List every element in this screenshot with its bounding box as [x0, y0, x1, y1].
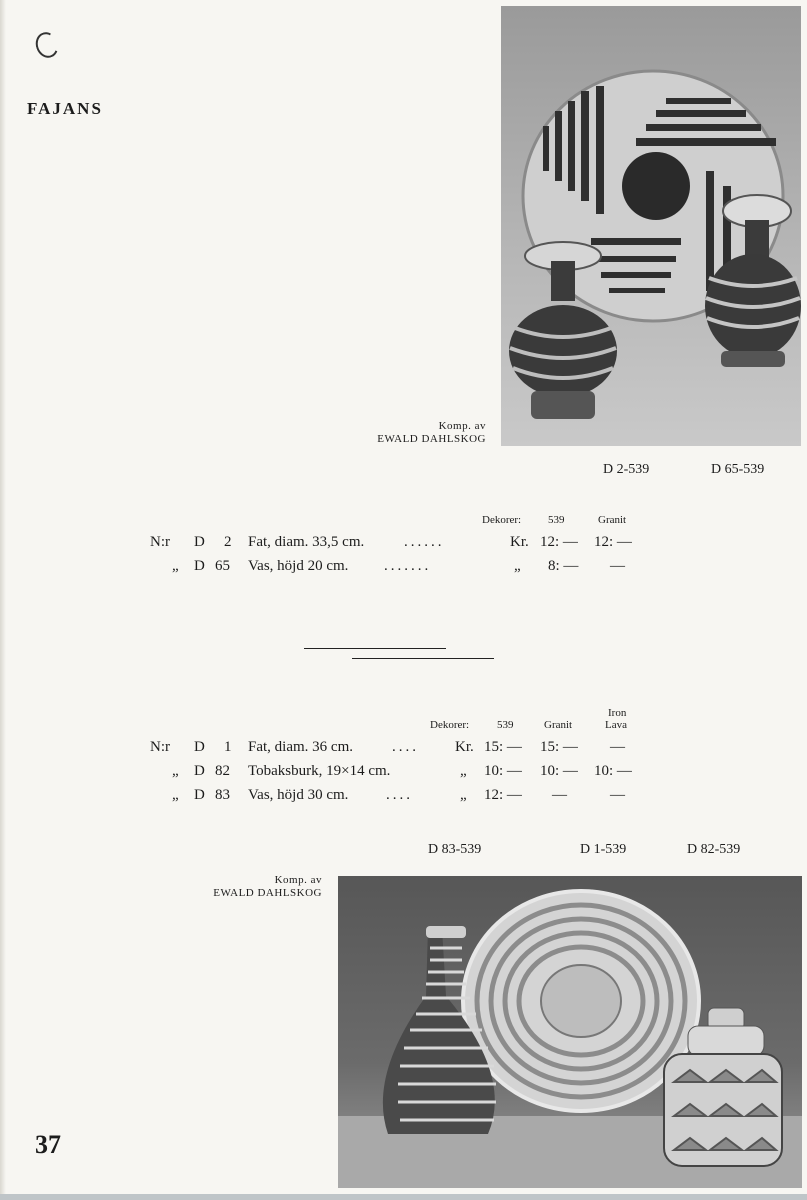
row-leader-dots: ....: [392, 739, 419, 755]
photo-caption: D 2-539: [603, 462, 650, 477]
row-prefix: N:r: [150, 739, 170, 755]
row-price-iron-lava: 10: —: [594, 763, 632, 779]
row-code-letter: D: [194, 763, 205, 779]
row-code-number: 1: [224, 739, 232, 755]
row-description: Tobaksburk, 19×14 cm.: [248, 763, 391, 779]
photo-caption: D 65-539: [711, 462, 765, 477]
row-price-iron-lava: —: [610, 787, 625, 803]
row-code-letter: D: [194, 534, 205, 550]
row-price-granit: 12: —: [594, 534, 632, 550]
row-code-number: 82: [215, 763, 230, 779]
row-description: Fat, diam. 33,5 cm.: [248, 534, 365, 550]
row-code-number: 2: [224, 534, 232, 550]
composer-credit-bottom: [150, 874, 322, 900]
table2-header-label: Dekorer:: [430, 719, 470, 731]
page-bottom-edge: [0, 1194, 807, 1200]
punch-hole: [32, 29, 62, 61]
table1-header-label: Dekorer:: [482, 514, 522, 526]
section-title: FAJANS: [27, 99, 103, 118]
row-currency: Kr.: [455, 739, 474, 755]
row-price-539: 15: —: [484, 739, 522, 755]
row-price-granit: 10: —: [540, 763, 578, 779]
photo-caption: D 83-539: [428, 842, 482, 857]
page-edge: [0, 0, 6, 1200]
row-description: Fat, diam. 36 cm.: [248, 739, 353, 755]
row-currency: „: [460, 787, 467, 803]
row-leader-dots: ......: [404, 534, 445, 550]
row-price-granit: —: [610, 558, 625, 574]
row-prefix: N:r: [150, 534, 170, 550]
row-currency: „: [460, 763, 467, 779]
table2-col-lava: Lava: [605, 719, 627, 731]
row-price-539: 8: —: [548, 558, 579, 574]
credit-designer-name: EWALD DAHLSKOG: [213, 887, 322, 899]
table1-col-539: 539: [548, 514, 565, 526]
row-code-letter: D: [194, 739, 205, 755]
row-description: Vas, höjd 20 cm.: [248, 558, 349, 574]
photo-caption: D 82-539: [687, 842, 741, 857]
divider-line: [352, 658, 494, 659]
row-prefix: „: [172, 558, 179, 574]
row-leader-dots: ....: [386, 787, 413, 803]
table2-col-539: 539: [497, 719, 514, 731]
row-leader-dots: .......: [384, 558, 432, 574]
row-price-granit: 15: —: [540, 739, 578, 755]
credit-komp-label: Komp. av: [274, 874, 322, 886]
row-currency: „: [514, 558, 521, 574]
table2-col-granit: Granit: [544, 719, 573, 731]
table1-col-granit: Granit: [598, 514, 627, 526]
divider-line: [304, 648, 446, 649]
row-code-number: 83: [215, 787, 230, 803]
table2-col-iron: Iron: [608, 707, 627, 719]
row-currency: Kr.: [510, 534, 529, 550]
row-code-letter: D: [194, 787, 205, 803]
row-price-granit: —: [552, 787, 567, 803]
row-code-letter: D: [194, 558, 205, 574]
row-code-number: 65: [215, 558, 230, 574]
composer-credit-top: [300, 420, 486, 446]
row-description: Vas, höjd 30 cm.: [248, 787, 349, 803]
credit-komp-label: Komp. av: [438, 420, 486, 432]
photo-vase-plate-jar: [338, 876, 802, 1188]
row-price-iron-lava: —: [610, 739, 625, 755]
photo-plate-and-vases: [501, 6, 801, 446]
row-prefix: „: [172, 763, 179, 779]
row-prefix: „: [172, 787, 179, 803]
photo-caption: D 1-539: [580, 842, 627, 857]
row-price-539: 12: —: [484, 787, 522, 803]
row-price-539: 12: —: [540, 534, 578, 550]
credit-designer-name: EWALD DAHLSKOG: [377, 433, 486, 445]
page-number: 37: [35, 1130, 61, 1159]
row-price-539: 10: —: [484, 763, 522, 779]
